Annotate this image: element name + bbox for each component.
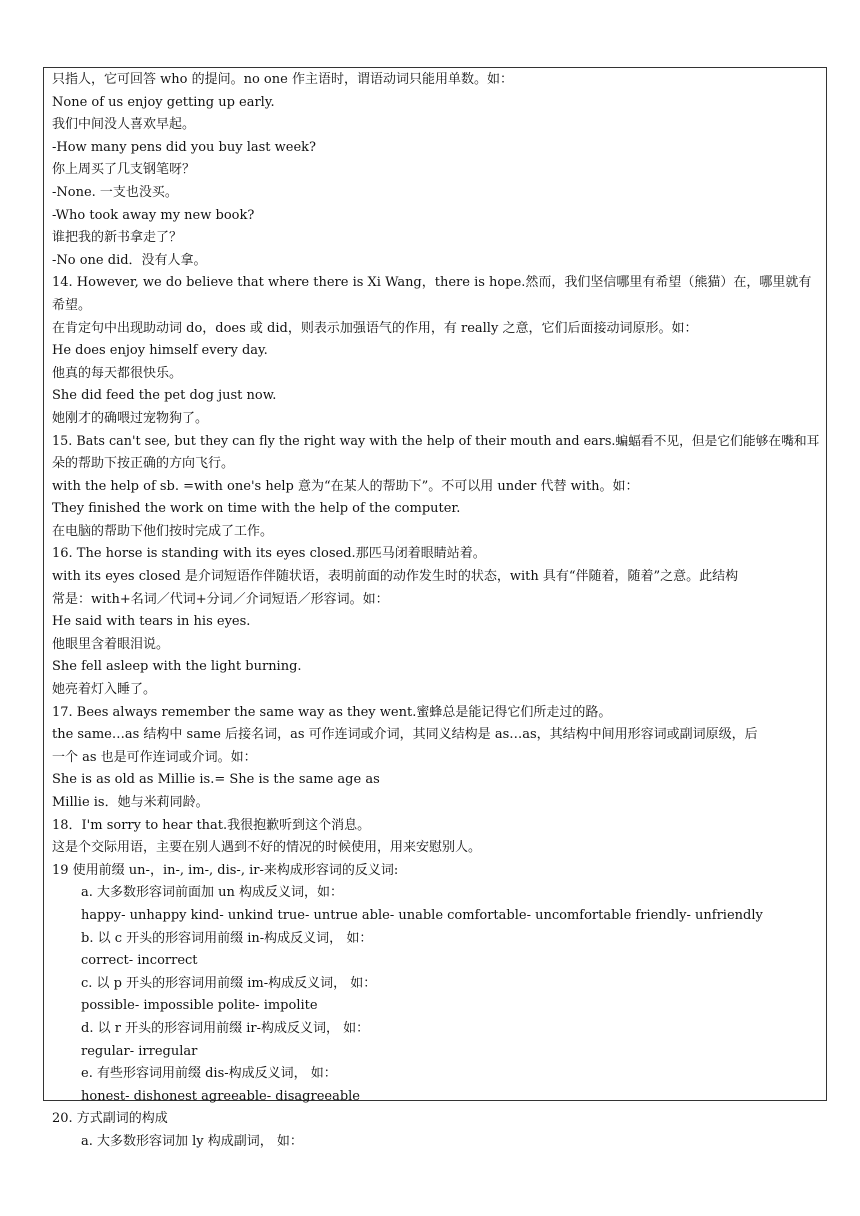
text-line: 只指人，它可回答 who 的提问。no one 作主语时，谓语动词只能用单数。如： (52, 72, 513, 87)
text-line: correct- incorrect (81, 953, 198, 969)
text-line: c. 以 p 开头的形容词用前缀 im-构成反义词， 如： (81, 975, 377, 991)
text-line: 这是个交际用语，主要在别人遇到不好的情况的时候使用，用来安慰别人。 (52, 840, 482, 856)
text-line: e. 有些形容词用前缀 dis-构成反义词， 如： (81, 1066, 337, 1082)
text-line: He does enjoy himself every day. (52, 343, 268, 359)
text-line: regular- irregular (81, 1043, 198, 1059)
text-line: happy- unhappy kind- unkind true- untrue able- unable comfortable- uncomfortable friendly- unfriendly (81, 907, 763, 923)
text-line: -Who took away my new book? (52, 207, 255, 223)
text-line: 14. However, we do believe that where there is Xi Wang，there is hope.然而，我们坚信哪里有希望（熊猫）在，哪里就有 (52, 275, 812, 291)
text-line: 一个 as 也是可作连词或介词。如： (52, 749, 257, 765)
text-line: -None. 一支也没买。 (52, 184, 178, 200)
text-line: a. 大多数形容词加 ly 构成副词， 如： (81, 1133, 303, 1149)
text-line: honest- dishonest agreeable- disagreeable (81, 1088, 360, 1104)
text-line: 朵的帮助下按正确的方向飞行。 (52, 456, 235, 472)
text-line: 他真的每天都很快乐。 (52, 365, 183, 381)
text-line: 希望。 (52, 297, 92, 313)
text-line: Millie is．她与米莉同龄。 (52, 795, 209, 810)
text-line: 我们中间没人喜欢早起。 (52, 117, 196, 133)
text-line: 16. The horse is standing with its eyes closed.那匹马闭着眼睛站着。 (52, 546, 486, 562)
text-line: with the help of sb. =with one's help 意为“在某人的帮助下”。不可以用 under 代替 with。如： (52, 478, 639, 494)
text-line: 17. Bees always remember the same way as they went.蜜蜂总是能记得它们所走过的路。 (52, 704, 612, 720)
text-line: d. 以 r 开头的形容词用前缀 ir-构成反义词， 如： (81, 1020, 370, 1036)
text-line: -How many pens did you buy last week? (52, 139, 317, 155)
text-line: 她亮着灯入睡了。 (52, 682, 157, 698)
text-line: 谁把我的新书拿走了？ (52, 230, 183, 246)
text-line: -No one did．没有人拿。 (52, 252, 207, 268)
text-line: 他眼里含着眼泪说。 (52, 636, 170, 652)
text-line: a. 大多数形容词前面加 un 构成反义词，如： (81, 885, 344, 901)
text-line: 在电脑的帮助下他们按时完成了工作。 (52, 523, 274, 539)
text-line: possible- impossible polite- impolite (81, 998, 318, 1014)
text-line: 18．I'm sorry to hear that.我很抱歉听到这个消息。 (52, 817, 371, 833)
text-line: with its eyes closed 是介词短语作伴随状语，表明前面的动作发生时的状态，with 具有“伴随着，随着”之意。此结构 (52, 569, 739, 585)
text-line: 20. 方式副词的构成 (52, 1111, 168, 1127)
text-line: 常是：with+名词／代词+分词／介词短语／形容词。如： (52, 591, 389, 607)
text-line: 15. Bats can't see, but they can fly the right way with the help of their mouth and ears.蝙蝠看不见，但是它们能够在嘴和耳 (52, 433, 820, 449)
text-line: 19 使用前缀 un-，in-, im-, dis-, ir-来构成形容词的反义词: (52, 862, 399, 878)
text-line: None of us enjoy getting up early. (52, 94, 275, 110)
document-body (52, 69, 822, 1154)
text-line: He said with tears in his eyes. (52, 614, 251, 630)
text-line: She is as old as Millie is.= She is the same age as (52, 772, 380, 788)
text-line: the same…as 结构中 same 后接名词，as 可作连词或介词，其同义结构是 as…as，其结构中间用形容词或副词原级，后 (52, 727, 758, 743)
text-line: They finished the work on time with the help of the computer. (52, 501, 461, 517)
text-line: 你上周买了几支钢笔呀？ (52, 162, 196, 178)
text-line: 在肯定句中出现助动词 do，does 或 did，则表示加强语气的作用，有 really 之意，它们后面接动词原形。如： (52, 320, 698, 336)
text-line: b. 以 c 开头的形容词用前缀 in-构成反义词， 如： (81, 930, 373, 946)
text-line: She did feed the pet dog just now. (52, 388, 277, 404)
text-line: She fell asleep with the light burning. (52, 659, 302, 675)
text-line: 她刚才的确喂过宠物狗了。 (52, 410, 209, 426)
